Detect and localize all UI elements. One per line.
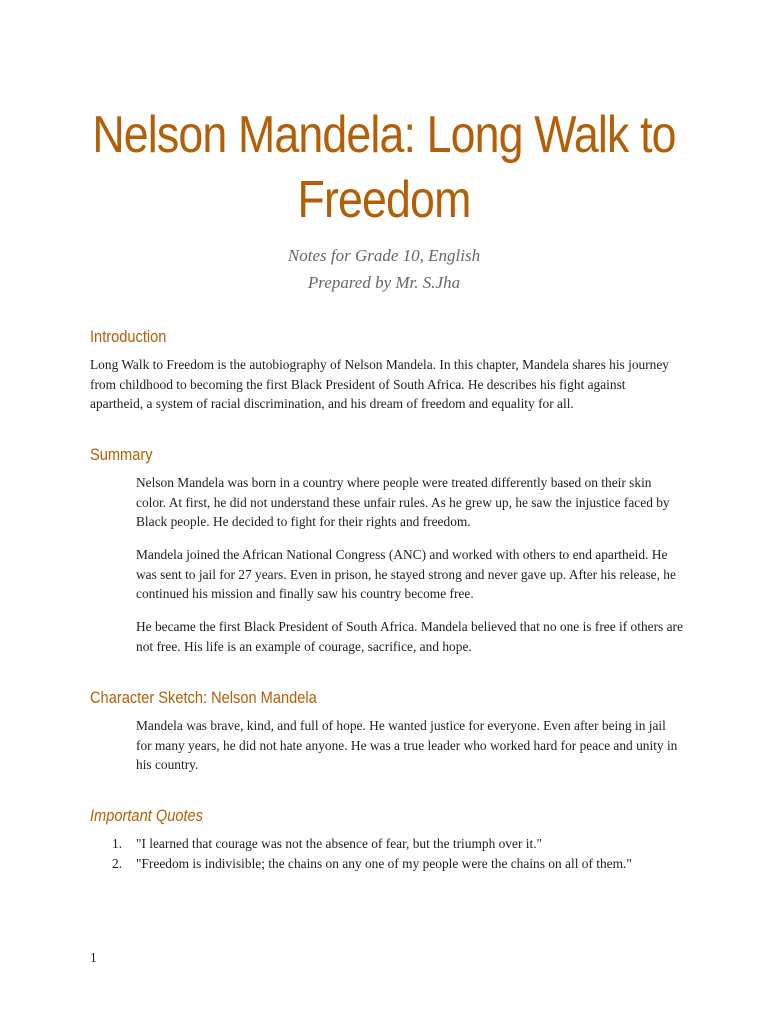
- summary-paragraph-1: Nelson Mandela was born in a country where people were treated differently based on their skin color. At first, he did not understand these unfair rules. As he grew up, he saw the injustice faced by Black people. He decided to fight for their rights and freedom.: [136, 475, 670, 529]
- quote-number: 2.: [112, 855, 123, 871]
- summary-paragraph-3: He became the first Black President of South Africa. Mandela believed that no one is free if others are not free. His life is an example of courage, sacrifice, and hope.: [136, 619, 683, 654]
- quote-item: [90, 834, 690, 854]
- quote-text: "I learned that courage was not the absence of fear, but the triumph over it.": [136, 836, 543, 851]
- quote-text: "Freedom is indivisible; the chains on any one of my people were the chains on all of them.": [136, 855, 632, 871]
- introduction-paragraph: Long Walk to Freedom is the autobiography of Nelson Mandela. In this chapter, Mandela shares his journey from childhood to becoming the first Black President of South Africa. He describes his fight against apartheid, a system of racial discrimination, and his dream of freedom and equality for all.: [90, 357, 670, 411]
- summary-paragraph-2: Mandela joined the African National Congress (ANC) and worked with others to end apartheid. He was sent to jail for 27 years. Even in prison, he stayed strong and never gave up. After his release, he continued his mission and finally saw his country become free.: [136, 547, 676, 601]
- introduction-heading: Introduction: [90, 327, 167, 346]
- character-sketch-paragraph: Mandela was brave, kind, and full of hope. He wanted justice for everyone. Even after being in jail for many years, he did not hate anyone. He was a true leader who worked hard for peace and unity in his country.: [136, 718, 678, 772]
- subtitle-course: Notes for Grade 10, English: [287, 246, 481, 265]
- quotes-list: [90, 834, 690, 873]
- quote-item: [90, 854, 690, 874]
- document-title: Nelson Mandela: Long Walk to Freedom: [92, 106, 676, 229]
- important-quotes-heading: Important Quotes: [90, 806, 203, 825]
- quote-number: 1.: [112, 836, 123, 851]
- subtitle-author: Prepared by Mr. S.Jha: [307, 273, 461, 292]
- character-sketch-heading: Character Sketch: Nelson Mandela: [90, 688, 317, 707]
- document-subtitle: [40, 242, 728, 296]
- page-number: 1: [90, 950, 97, 965]
- summary-heading: Summary: [90, 445, 153, 464]
